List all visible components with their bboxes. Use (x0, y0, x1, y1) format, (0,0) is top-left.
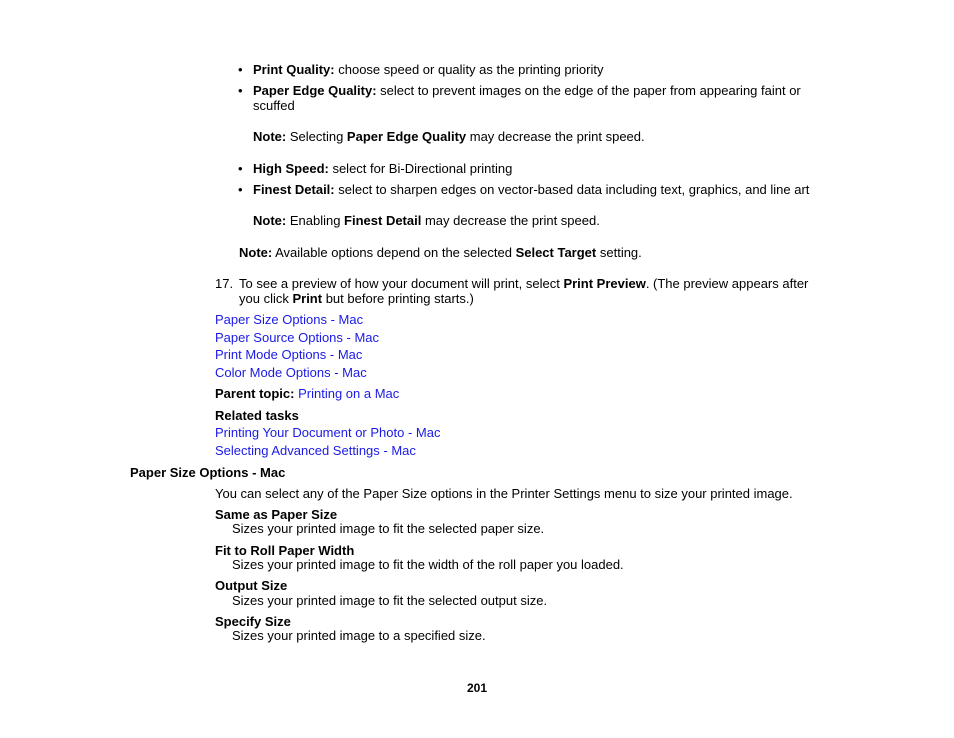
note-edge-quality (253, 129, 645, 144)
option-term: Output Size (215, 578, 288, 593)
note-label: Note: (253, 129, 287, 144)
note-finest-detail (253, 213, 600, 228)
note-text: Enabling (286, 213, 345, 228)
note-bold: Finest Detail (344, 213, 422, 228)
bullet-text-continued: scuffed (253, 98, 295, 113)
step-17-line-1 (239, 276, 808, 291)
note-label: Note: (253, 213, 287, 228)
bullet-term: Print Quality: (253, 62, 335, 77)
bullet-dot: • (238, 161, 243, 176)
bullet-high-speed (253, 161, 512, 176)
option-description: Sizes your printed image to fit the selected output size. (232, 593, 548, 608)
bullet-text: choose speed or quality as the printing priority (334, 62, 604, 77)
link-paper-source-options[interactable]: Paper Source Options - Mac (215, 330, 380, 345)
link-color-mode-options[interactable]: Color Mode Options - Mac (215, 365, 367, 380)
bullet-finest-detail (253, 182, 809, 197)
step-bold: Print (292, 291, 323, 306)
bullet-paper-edge-quality (253, 83, 801, 98)
option-description: Sizes your printed image to fit the selected paper size. (232, 521, 545, 536)
note-text: Available options depend on the selected (272, 245, 516, 260)
bullet-term: Paper Edge Quality: (253, 83, 377, 98)
note-available-options (239, 245, 642, 260)
link-print-mode-options[interactable]: Print Mode Options - Mac (215, 347, 363, 362)
bullet-term: Finest Detail: (253, 182, 335, 197)
bullet-term: High Speed: (253, 161, 329, 176)
step-text: but before printing starts.) (322, 291, 474, 306)
bullet-text: select to prevent images on the edge of the paper from appearing faint or (376, 83, 801, 98)
bullet-print-quality (253, 62, 603, 77)
option-term: Fit to Roll Paper Width (215, 543, 355, 558)
note-text: Selecting (286, 129, 347, 144)
step-number: 17. (215, 276, 234, 291)
page-number: 201 (466, 681, 488, 695)
link-printing-document-photo[interactable]: Printing Your Document or Photo - Mac (215, 425, 441, 440)
step-text: . (The preview appears after (645, 276, 809, 291)
note-label: Note: (239, 245, 273, 260)
link-printing-on-mac[interactable]: Printing on a Mac (298, 386, 400, 401)
option-description: Sizes your printed image to fit the width of the roll paper you loaded. (232, 557, 624, 572)
related-tasks-label: Related tasks (215, 408, 299, 423)
option-term: Same as Paper Size (215, 507, 338, 522)
section-intro: You can select any of the Paper Size options in the Printer Settings menu to size your printed image. (215, 486, 793, 501)
note-text: may decrease the print speed. (466, 129, 645, 144)
section-heading: Paper Size Options - Mac (130, 465, 286, 480)
bullet-text: select to sharpen edges on vector-based data including text, graphics, and line art (334, 182, 810, 197)
note-bold: Paper Edge Quality (346, 129, 467, 144)
step-17-line-2 (239, 291, 474, 306)
note-text: setting. (596, 245, 642, 260)
note-text: may decrease the print speed. (421, 213, 600, 228)
bullet-dot: • (238, 182, 243, 197)
bullet-text: select for Bi-Directional printing (328, 161, 513, 176)
option-description: Sizes your printed image to a specified size. (232, 628, 486, 643)
step-text: To see a preview of how your document will print, select (239, 276, 564, 291)
link-selecting-advanced-settings[interactable]: Selecting Advanced Settings - Mac (215, 443, 416, 458)
parent-topic-label: Parent topic: (215, 386, 295, 401)
link-paper-size-options[interactable]: Paper Size Options - Mac (215, 312, 364, 327)
note-bold: Select Target (515, 245, 597, 260)
option-term: Specify Size (215, 614, 291, 629)
bullet-dot: • (238, 83, 243, 98)
step-bold: Print Preview (563, 276, 646, 291)
bullet-dot: • (238, 62, 243, 77)
step-text: you click (239, 291, 293, 306)
parent-topic (215, 386, 399, 401)
